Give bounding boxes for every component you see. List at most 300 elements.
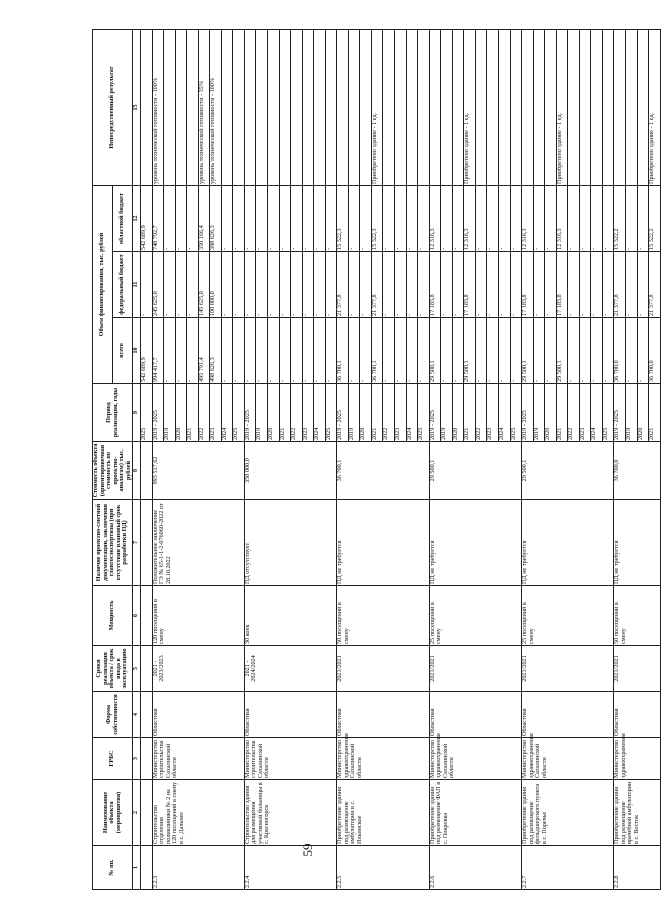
- funding-total: -: [221, 318, 233, 384]
- funding-regional: -: [268, 186, 280, 252]
- funding-regional: 15 322,2: [614, 186, 626, 252]
- result-text: [475, 30, 487, 186]
- object-psd: ПД не требуется: [522, 500, 614, 586]
- header-result: Непосредственный результат: [93, 30, 133, 186]
- result-text: [510, 30, 522, 186]
- funding-regional: -: [568, 186, 580, 252]
- funding-regional: -: [418, 186, 430, 252]
- period-year: 2019 - 2025: [244, 384, 256, 442]
- object-capacity: [141, 586, 153, 646]
- column-number: 1: [133, 846, 141, 890]
- object-name: Строительство отделения поликлиники № 2 на 120 посещений в смену в с. Дальнее: [152, 780, 244, 846]
- object-capacity: 25 посещений в смену: [429, 586, 521, 646]
- funding-federal: -: [187, 252, 199, 318]
- object-capacity: 120 посещений в смену: [152, 586, 244, 646]
- period-year: 2022: [568, 384, 580, 442]
- funding-total: -: [637, 318, 649, 384]
- funding-federal: 17 183,8: [522, 252, 534, 318]
- funding-regional: 15 322,2: [649, 186, 661, 252]
- funding-regional: -: [187, 186, 199, 252]
- result-text: Приобретено здание - 1 ед.: [556, 30, 568, 186]
- funding-regional: -: [279, 186, 291, 252]
- result-text: [591, 30, 603, 186]
- result-text: [221, 30, 233, 186]
- funding-regional: -: [637, 186, 649, 252]
- table-row: [522, 30, 534, 890]
- funding-regional: -: [591, 186, 603, 252]
- funding-federal: -: [452, 252, 464, 318]
- funding-federal: -: [233, 252, 245, 318]
- funding-regional: -: [348, 186, 360, 252]
- funding-federal: -: [568, 252, 580, 318]
- period-year: 2025: [510, 384, 522, 442]
- funding-total: -: [360, 318, 372, 384]
- funding-total: 29 500,1: [429, 318, 441, 384]
- period-year: 2020: [637, 384, 649, 442]
- result-text: [268, 30, 280, 186]
- object-number: 2.2.7: [522, 846, 614, 890]
- funding-regional: -: [175, 186, 187, 252]
- result-text: уровень технической готовности - 35%: [198, 30, 210, 186]
- funding-federal: -: [268, 252, 280, 318]
- funding-total: -: [418, 318, 430, 384]
- object-ownership: Областная: [429, 692, 521, 738]
- column-number: 2: [133, 780, 141, 846]
- period-year: 2022: [291, 384, 303, 442]
- header-row-1: [93, 30, 113, 890]
- period-year: 2024: [498, 384, 510, 442]
- funding-regional: -: [533, 186, 545, 252]
- period-year: 2023: [395, 384, 407, 442]
- funding-federal: -: [256, 252, 268, 318]
- period-year: 2019 - 2025: [429, 384, 441, 442]
- period-year: 2019: [256, 384, 268, 442]
- funding-total: 994 417,7: [152, 318, 164, 384]
- result-text: Приобретено здание - 1 ед.: [371, 30, 383, 186]
- period-year: 2020: [452, 384, 464, 442]
- funding-federal: -: [383, 252, 395, 318]
- funding-federal: -: [291, 252, 303, 318]
- funding-regional: 12 316,3: [464, 186, 476, 252]
- funding-federal: 21 377,8: [337, 252, 349, 318]
- funding-regional: -: [244, 186, 256, 252]
- funding-federal: 17 183,8: [464, 252, 476, 318]
- funding-total: -: [510, 318, 522, 384]
- funding-federal: -: [510, 252, 522, 318]
- funding-federal: -: [475, 252, 487, 318]
- funding-federal: -: [325, 252, 337, 318]
- funding-total: -: [383, 318, 395, 384]
- header-grbs: ГРБС: [93, 738, 133, 780]
- object-cost: 29 500,1: [522, 442, 614, 500]
- funding-regional: -: [395, 186, 407, 252]
- funding-total: 36 700,1: [371, 318, 383, 384]
- funding-total: -: [452, 318, 464, 384]
- funding-total: -: [441, 318, 453, 384]
- object-capacity: 30 коек: [244, 586, 336, 646]
- column-number: 10: [133, 318, 141, 384]
- funding-total: -: [568, 318, 580, 384]
- object-term: 2021/2021: [614, 646, 661, 692]
- object-name: [141, 780, 153, 846]
- funding-regional: -: [602, 186, 614, 252]
- funding-total: 498 626,3: [210, 318, 222, 384]
- object-grbs: Министерство здравоохранения: [614, 738, 661, 780]
- object-grbs: Министерство строительства Сахалинской области: [152, 738, 244, 780]
- funding-federal: 21 377,8: [371, 252, 383, 318]
- object-grbs: Министерство здравоохранения Сахалинской области: [429, 738, 521, 780]
- funding-regional: -: [498, 186, 510, 252]
- funding-regional: 748 792,7: [152, 186, 164, 252]
- result-text: [498, 30, 510, 186]
- funding-federal: -: [625, 252, 637, 318]
- result-text: Приобретено здание - 1 ед.: [649, 30, 661, 186]
- object-term: 2021/2021: [429, 646, 521, 692]
- result-text: [602, 30, 614, 186]
- funding-federal: -: [279, 252, 291, 318]
- result-text: [579, 30, 591, 186]
- object-cost: 350 000,0: [244, 442, 336, 500]
- object-cost: 36 700,0: [614, 442, 661, 500]
- result-text: [429, 30, 441, 186]
- object-cost: [141, 442, 153, 500]
- object-ownership: Областная: [152, 692, 244, 738]
- object-ownership: [141, 692, 153, 738]
- result-text: [395, 30, 407, 186]
- result-text: [614, 30, 626, 186]
- funding-federal: 245 625,0: [152, 252, 164, 318]
- funding-total: -: [175, 318, 187, 384]
- object-name: Приобретение здания под размещение врачебной амбулатории в с. Восток: [614, 780, 661, 846]
- funding-federal: 21 377,8: [649, 252, 661, 318]
- result-text: [406, 30, 418, 186]
- funding-total: -: [279, 318, 291, 384]
- page-number: 59: [300, 843, 315, 857]
- funding-regional: -: [221, 186, 233, 252]
- funding-federal: -: [221, 252, 233, 318]
- funding-regional: -: [406, 186, 418, 252]
- result-text: [337, 30, 349, 186]
- period-year: 2023: [210, 384, 222, 442]
- funding-federal: -: [545, 252, 557, 318]
- result-text: [452, 30, 464, 186]
- period-year: 2024: [591, 384, 603, 442]
- funding-federal: -: [164, 252, 176, 318]
- table-row: [614, 30, 626, 890]
- funding-regional: -: [302, 186, 314, 252]
- funding-federal: -: [406, 252, 418, 318]
- funding-total: -: [625, 318, 637, 384]
- result-text: [187, 30, 199, 186]
- funding-federal: -: [175, 252, 187, 318]
- funding-total: -: [395, 318, 407, 384]
- object-name: Приобретение здания под размещение амбулатории в с. Ильинское: [337, 780, 429, 846]
- period-year: 2024: [406, 384, 418, 442]
- funding-regional: 12 316,3: [429, 186, 441, 252]
- funding-federal: -: [591, 252, 603, 318]
- funding-total: -: [475, 318, 487, 384]
- period-year: 2023: [487, 384, 499, 442]
- funding-total: -: [164, 318, 176, 384]
- header-funding-group: Объем финансирования, тыс. рублей: [93, 186, 113, 384]
- funding-federal: 17 183,8: [556, 252, 568, 318]
- funding-total: -: [545, 318, 557, 384]
- funding-regional: -: [256, 186, 268, 252]
- header-no: № пп.: [93, 846, 133, 890]
- object-number: 2.2.4: [244, 846, 336, 890]
- object-term: 2021 - 2023/2023: [152, 646, 244, 692]
- header-ownership: Форма собственности: [93, 692, 133, 738]
- table-row: [429, 30, 441, 890]
- result-text: [418, 30, 430, 186]
- period-year: 2020: [175, 384, 187, 442]
- funding-total: -: [187, 318, 199, 384]
- period-year: 2021: [464, 384, 476, 442]
- funding-federal: -: [441, 252, 453, 318]
- funding-total: -: [591, 318, 603, 384]
- result-text: [625, 30, 637, 186]
- funding-total: -: [256, 318, 268, 384]
- object-ownership: Областная: [614, 692, 661, 738]
- period-year: 2021: [649, 384, 661, 442]
- funding-total: -: [498, 318, 510, 384]
- object-name: Приобретение здания под размещение фельдшерского пункта в с. Поречье: [522, 780, 614, 846]
- funding-regional: 398 626,3: [210, 186, 222, 252]
- funding-total: -: [244, 318, 256, 384]
- funding-total: -: [579, 318, 591, 384]
- result-text: [164, 30, 176, 186]
- period-year: 2020: [545, 384, 557, 442]
- column-number: 11: [133, 252, 141, 318]
- header-cost: Стоимость объекта (ориентировочная стоимость по проектно-аналогам) тыс. рублей: [92, 443, 132, 498]
- funding-regional: 350 166,4: [198, 186, 210, 252]
- object-psd: ПД не требуется: [614, 500, 661, 586]
- funding-federal: -: [244, 252, 256, 318]
- object-name: Приобретение здания под размещение ФАП в с. Покровка: [429, 780, 521, 846]
- object-term: [141, 646, 153, 692]
- period-year: 2021: [556, 384, 568, 442]
- object-number: 2.2.3: [152, 846, 244, 890]
- funding-regional: -: [579, 186, 591, 252]
- funding-total: -: [291, 318, 303, 384]
- period-year: 2021: [187, 384, 199, 442]
- funding-regional: -: [383, 186, 395, 252]
- funding-regional: -: [487, 186, 499, 252]
- period-year: 2019: [625, 384, 637, 442]
- result-text: уровень технической готовности - 100%: [210, 30, 222, 186]
- column-number: 9: [133, 384, 141, 442]
- funding-total: 36 700,1: [337, 318, 349, 384]
- table-row: [244, 30, 256, 890]
- funding-federal: -: [360, 252, 372, 318]
- result-text: [291, 30, 303, 186]
- funding-regional: 15 322,3: [337, 186, 349, 252]
- object-psd: Положительное заключение ГЭ № 65-1-1-2-076060-2022 от 28.10.2022: [152, 500, 244, 586]
- object-capacity: 25 посещений в смену: [522, 586, 614, 646]
- period-year: 2025: [233, 384, 245, 442]
- column-number: 7: [133, 500, 141, 586]
- column-number: 4: [133, 692, 141, 738]
- period-year: 2023: [302, 384, 314, 442]
- object-grbs: Министерство здравоохранения Сахалинской области: [522, 738, 614, 780]
- funding-total: 29 500,1: [464, 318, 476, 384]
- object-psd: ПД отсутствует: [244, 500, 336, 586]
- funding-total: 29 500,1: [522, 318, 534, 384]
- funding-regional: -: [625, 186, 637, 252]
- result-text: [141, 30, 153, 186]
- period-year: 2025: [325, 384, 337, 442]
- funding-regional: -: [164, 186, 176, 252]
- header-total: всего: [113, 318, 133, 384]
- funding-regional: -: [452, 186, 464, 252]
- period-year: 2019: [164, 384, 176, 442]
- period-year: 2019: [533, 384, 545, 442]
- funding-total: -: [487, 318, 499, 384]
- period-year: 2022: [383, 384, 395, 442]
- object-cost: 36 700,1: [337, 442, 429, 500]
- object-number: 2.2.6: [429, 846, 521, 890]
- period-year: 2020: [360, 384, 372, 442]
- object-number: 2.2.8: [614, 846, 661, 890]
- funding-total: -: [406, 318, 418, 384]
- period-year: 2023: [579, 384, 591, 442]
- funding-regional: -: [475, 186, 487, 252]
- result-text: [325, 30, 337, 186]
- object-capacity: 50 посещений в смену: [337, 586, 429, 646]
- funding-regional: -: [291, 186, 303, 252]
- period-year: 2024: [221, 384, 233, 442]
- funding-regional: -: [545, 186, 557, 252]
- funding-federal: -: [498, 252, 510, 318]
- result-text: [302, 30, 314, 186]
- funding-regional: 12 316,3: [522, 186, 534, 252]
- period-year: 2025: [418, 384, 430, 442]
- funding-total: -: [268, 318, 280, 384]
- funding-total: 36 700,0: [649, 318, 661, 384]
- funding-total: 29 500,1: [556, 318, 568, 384]
- funding-total: -: [602, 318, 614, 384]
- result-text: Приобретено здание - 1 ед.: [464, 30, 476, 186]
- header-period: Период реализации, годы: [93, 384, 133, 442]
- column-number: 8: [133, 442, 141, 500]
- funding-total: -: [302, 318, 314, 384]
- funding-federal: -: [302, 252, 314, 318]
- object-cost: 993 517,62: [152, 442, 244, 500]
- rotated-table-sheet: [92, 30, 656, 890]
- funding-total: -: [233, 318, 245, 384]
- period-year: 2019 - 2025: [522, 384, 534, 442]
- funding-federal: 145 625,0: [198, 252, 210, 318]
- result-text: [360, 30, 372, 186]
- object-psd: ПД не требуется: [337, 500, 429, 586]
- funding-regional: -: [510, 186, 522, 252]
- result-text: [568, 30, 580, 186]
- period-year: 2019: [441, 384, 453, 442]
- funding-regional: -: [314, 186, 326, 252]
- period-year: 2025: [602, 384, 614, 442]
- funding-total: 495 791,4: [198, 318, 210, 384]
- result-text: [383, 30, 395, 186]
- header-regional: областной бюджет: [113, 186, 133, 252]
- funding-federal: -: [395, 252, 407, 318]
- funding-total: -: [314, 318, 326, 384]
- funding-total: -: [533, 318, 545, 384]
- result-text: [441, 30, 453, 186]
- funding-federal: -: [637, 252, 649, 318]
- result-text: [175, 30, 187, 186]
- period-year: 2020: [268, 384, 280, 442]
- funding-regional: -: [233, 186, 245, 252]
- result-text: [348, 30, 360, 186]
- period-year: 2025: [141, 384, 153, 442]
- object-grbs: [141, 738, 153, 780]
- funding-total: -: [325, 318, 337, 384]
- column-number-row: [133, 30, 141, 890]
- object-name: Строительство здания для размещения участковой больницы в с. Красногорск: [244, 780, 336, 846]
- header-federal: федеральный бюджет: [113, 252, 133, 318]
- result-text: [233, 30, 245, 186]
- object-ownership: Областная: [522, 692, 614, 738]
- object-grbs: Министерство строительства Сахалинской области: [244, 738, 336, 780]
- funding-federal: -: [141, 252, 153, 318]
- period-year: 2024: [314, 384, 326, 442]
- funding-federal: -: [579, 252, 591, 318]
- object-capacity: 50 посещений в смену: [614, 586, 661, 646]
- funding-federal: 21 377,8: [614, 252, 626, 318]
- column-number: 6: [133, 586, 141, 646]
- period-year: 2019 - 2025: [152, 384, 164, 442]
- object-term: 2021 - 2024/2024: [244, 646, 336, 692]
- funding-federal: -: [418, 252, 430, 318]
- funding-regional: -: [325, 186, 337, 252]
- funding-federal: 17 183,8: [429, 252, 441, 318]
- period-year: 2019 - 2025: [614, 384, 626, 442]
- header-name: Наименование объекта (мероприятия): [93, 780, 133, 846]
- funding-regional: -: [360, 186, 372, 252]
- funding-federal: -: [348, 252, 360, 318]
- column-number: 5: [133, 646, 141, 692]
- period-year: 2019: [348, 384, 360, 442]
- object-cost: 29 500,1: [429, 442, 521, 500]
- result-text: [279, 30, 291, 186]
- funding-federal: -: [602, 252, 614, 318]
- column-number: 3: [133, 738, 141, 780]
- result-text: [256, 30, 268, 186]
- header-capacity: Мощность: [93, 586, 133, 646]
- object-psd: ПД не требуется: [429, 500, 521, 586]
- funding-total: 542 689,9: [141, 318, 153, 384]
- object-psd: [141, 500, 153, 586]
- period-year: 2022: [475, 384, 487, 442]
- funding-regional: -: [441, 186, 453, 252]
- period-year: 2022: [198, 384, 210, 442]
- period-year: 2021: [371, 384, 383, 442]
- funding-regional: 15 322,3: [371, 186, 383, 252]
- investment-objects-table: [92, 29, 661, 890]
- table-row: [337, 30, 349, 890]
- column-number: 15: [133, 30, 141, 186]
- result-text: [637, 30, 649, 186]
- funding-federal: -: [487, 252, 499, 318]
- object-number: 2.2.5: [337, 846, 429, 890]
- object-term: 2021/2021: [522, 646, 614, 692]
- result-text: уровень технической готовности - 100%: [152, 30, 164, 186]
- result-text: [545, 30, 557, 186]
- funding-federal: -: [314, 252, 326, 318]
- column-number: 12: [133, 186, 141, 252]
- header-term: Сроки реализации объекта / срок ввода в эксплуатацию: [93, 646, 133, 692]
- table-row: [141, 30, 153, 890]
